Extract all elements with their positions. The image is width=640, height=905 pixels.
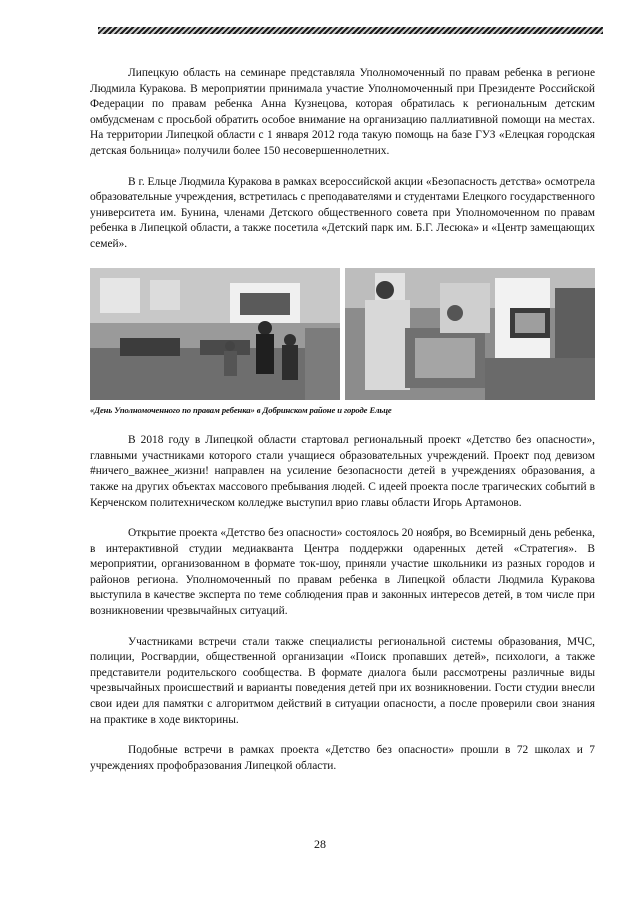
photo-hospital <box>345 268 595 400</box>
photo-row <box>90 268 595 400</box>
paragraph-similar-meetings: Подобные встречи в рамках проекта «Детство без опасности» прошли в 72 школах и 7 учреждениях профобразования Липецкой области. <box>90 744 595 772</box>
paragraph-project-start: В 2018 году в Липецкой области стартовал региональный проект «Детство без опасности», главными участниками которого стали учащиеся образовательных учреждений. Проект под девизом #ничего_важнее_жизни! направлен на усиление безопасности детей в учреждениях образования, а также на других объектах массового пребывания людей. С идеей проекта после трагических событий в Керченском политехническом колледже выступил врио главы области Игорь Артамонов. <box>90 434 595 509</box>
page-content <box>90 66 595 789</box>
header-decorative-rule <box>98 27 603 34</box>
paragraph-project-opening: Открытие проекта «Детство без опасности» состоялось 20 ноября, во Всемирный день ребенка, в интерактивной студии медиакванта Центра поддержки одаренных детей «Стратегия». В мероприятии, организованном в формате ток-шоу, приняли участие школьники из разных городов и районов региона. Уполномоченный по правам ребенка в Липецкой области Людмила Куракова выступила в качестве эксперта по теме соблюдения прав и законных интересов детей, в том числе при возникновении чрезвычайных ситуаций. <box>90 527 595 618</box>
paragraph-seminar: Липецкую область на семинаре представляла Уполномоченный по правам ребенка в регионе Людмила Куракова. В мероприятии принимала участие Уполномоченный при Президенте Российской Федерации по правам ребенка Анна Кузнецова, которая обратилась к региональным детским омбудсменам с просьбой обратить особое внимание на организацию паллиативной помощи на местах. На территории Липецкой области с 1 января 2012 года такую помощь на базе ГУЗ «Елецкая городская детская больница» получили более 150 несовершеннолетних. <box>90 67 595 157</box>
paragraph-yelets-visit: В г. Ельце Людмила Куракова в рамках всероссийской акции «Безопасность детства» осмотрела образовательные учреждения, встретилась с преподавателями и студентами Елецкого государственного университета им. Бунина, членами Детского общественного совета при Уполномоченном по правам ребенка в Липецкой области, а также посетила «Детский парк им. Б.Г. Лесюка» и «Центр замещающих семей». <box>90 175 595 250</box>
photo-classroom <box>90 268 340 400</box>
photo-caption: «День Уполномоченного по правам ребенка» в Добринском районе и городе Ельце <box>90 404 392 415</box>
paragraph-meeting-participants: Участниками встречи стали также специалисты региональной системы образования, МЧС, полиции, Росгвардии, общественной организации «Поиск пропавших детей», психологи, а также представители родительского сообщества. В формате диалога были рассмотрены различные виды чрезвычайных происшествий и варианты поведения детей при их возникновении. Гости студии внесли свои идеи для памятки с алгоритмом действий в ситуации опасности, а после проверили свои знания на практике в ходе викторины. <box>90 635 595 726</box>
page-number: 28 <box>314 837 326 851</box>
